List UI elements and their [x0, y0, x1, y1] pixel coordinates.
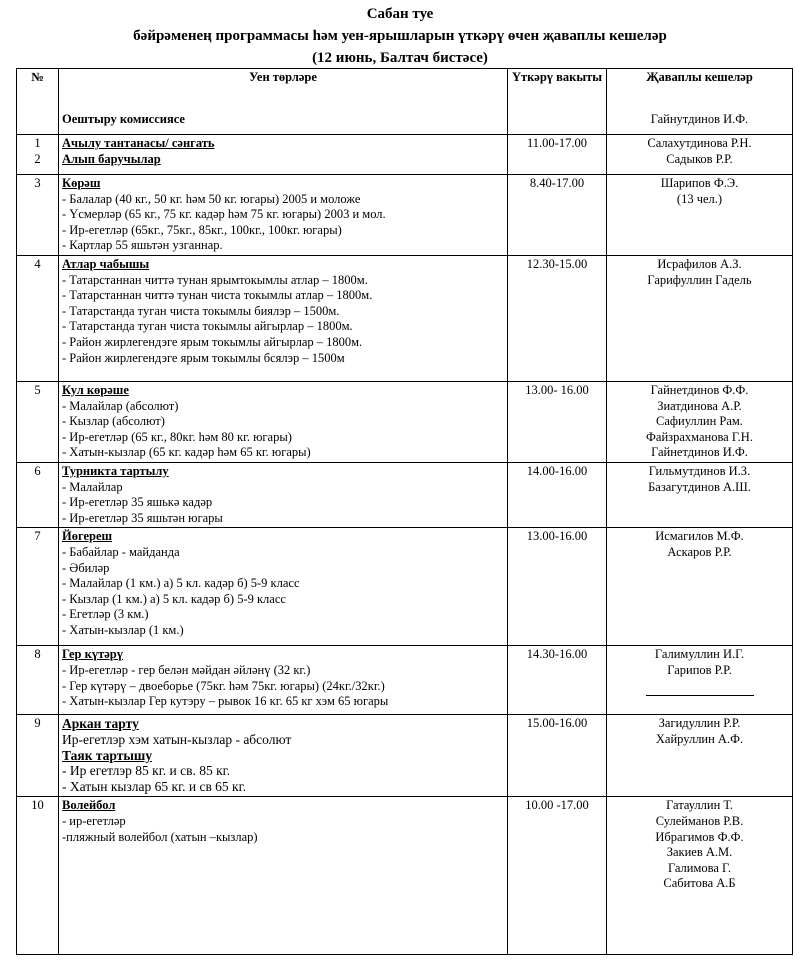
row-num: 6: [17, 462, 59, 527]
event-title: Йөгереш: [62, 529, 113, 544]
person-name: Гайнетдинов Ф.Ф.: [650, 382, 749, 397]
event-item: - Үсмерләр (65 кг., 75 кг. кадәр һәм 75 кг. югары) 2003 и мол.: [62, 207, 386, 222]
row-time: 11.00-17.00: [508, 135, 607, 175]
row-persons-cell: [607, 175, 793, 256]
person-name: Галимова Г.: [667, 860, 731, 875]
row-event-cell: [59, 462, 508, 527]
row-time: 14.30-16.00: [508, 646, 607, 715]
event-item: - ир-егетләр: [62, 813, 126, 828]
row-num: 5: [17, 381, 59, 462]
table-header-row: [17, 69, 793, 135]
table-row: [17, 528, 793, 646]
person-name: Аскаров Р.Р.: [667, 544, 732, 559]
event-item: - Егетләр (3 км.): [62, 607, 149, 622]
row-event-cell: [59, 797, 508, 955]
header-games: Уен төрләре: [249, 70, 317, 84]
row-num: 10: [17, 797, 59, 955]
row-event-cell: [59, 715, 508, 797]
table-row: [17, 797, 793, 955]
person-name: Галимуллин И.Г.: [654, 647, 745, 662]
event-item: - Бабайлар - майданда: [62, 544, 180, 559]
event-title: Көрәш: [62, 176, 101, 190]
row-event-cell: [59, 175, 508, 256]
document-title: [0, 0, 800, 69]
row-persons-cell: [607, 528, 793, 646]
event-item: - Балалар (40 кг., 50 кг. һәм 50 кг. югары) 2005 и моложе: [62, 191, 361, 206]
person-name: Сабитова А.Б: [663, 876, 736, 891]
person-name: Загидуллин Р.Р.: [658, 716, 741, 731]
row-persons-cell: [607, 135, 793, 175]
event-item: - Малайлар (1 км.) а) 5 кл. кадәр б) 5-9 класс: [62, 576, 300, 591]
row-num: 2: [34, 151, 41, 166]
header-num: №: [17, 69, 59, 135]
person-name: Файзрахманова Г.Н.: [646, 429, 753, 444]
event-item: - Ир-егетләр 35 яшькә кадәр: [62, 495, 213, 510]
title-line-3: (12 июнь, Балтач бистәсе): [312, 50, 488, 66]
event-item: - Кызлар (абсолют): [62, 414, 165, 429]
row-time: 15.00-16.00: [508, 715, 607, 797]
event-item: Ир-егетлэр хэм хатын-кызлар - абсолют: [62, 731, 292, 747]
person-name: Сулейманов Р.В.: [655, 813, 744, 828]
person-name: Гильмутдинов И.З.: [648, 463, 751, 478]
event-item: - Татарстаннан читтә тунан чиста токымлы атлар – 1800м.: [62, 288, 373, 303]
person-name: Шарипов Ф.Э.: [660, 176, 739, 190]
person-name: Хайруллин А.Ф.: [655, 731, 744, 746]
table-row: [17, 175, 793, 256]
header-time: Үткәрү вакыты: [508, 69, 607, 135]
event-item: - Ир егетлэр 85 кг. и св. 85 кг.: [62, 763, 231, 779]
event-title: Волейбол: [62, 798, 116, 813]
event-item: - Кызлар (1 км.) а) 5 кл. кадәр б) 5-9 класс: [62, 591, 286, 606]
row-time: 13.00-16.00: [508, 528, 607, 646]
event-item: - Малайлар (абсолют): [62, 398, 179, 413]
row-persons-cell: [607, 797, 793, 955]
row-num: 8: [17, 646, 59, 715]
row-persons-cell: [607, 646, 793, 715]
event-item: - Хатын-кызлар (1 км.): [62, 622, 184, 637]
event-item: - Хатын-кызлар Гер кутэру – рывок 16 кг. 65 кг хэм 65 югары: [62, 694, 389, 709]
row-event-cell: [59, 381, 508, 462]
event-item: - Ир-егетләр (65 кг., 80кг. һәм 80 кг. югары): [62, 429, 292, 444]
person-name: Гатауллин Т.: [666, 798, 733, 813]
committee-label: Оештыру комиссиясе: [62, 112, 185, 126]
event-item: - Татарстаннан читтә тунан ярымтокымлы атлар – 1800м.: [62, 272, 368, 287]
row-num: 7: [17, 528, 59, 646]
row-time: 12.30-15.00: [508, 255, 607, 381]
row-time: 13.00- 16.00: [508, 381, 607, 462]
row-num: 1: [34, 136, 41, 150]
event-item: -пляжный волейбол (хатын –кызлар): [62, 829, 258, 844]
person-name: Гайнетдинов И.Ф.: [651, 445, 748, 460]
person-name: Гарипов Р.Р.: [667, 662, 732, 677]
event-item: - Ир-егетләр (65кг., 75кг., 85кг., 100кг., 100кг. югары): [62, 222, 342, 237]
table-row: [17, 462, 793, 527]
row-time: 8.40-17.00: [508, 175, 607, 256]
row-event-cell: [59, 646, 508, 715]
person-name: (13 чел.): [676, 191, 723, 206]
event-item: - Татарстанда туган чиста токымлы айгырлар – 1800м.: [62, 319, 353, 334]
table-row: [17, 381, 793, 462]
row-persons-cell: [607, 715, 793, 797]
event-item: - Хатын-кызлар (65 кг. кадәр һәм 65 кг. югары): [62, 445, 311, 460]
title-line-1: Сабан туе: [366, 6, 434, 22]
table-row: [17, 255, 793, 381]
event-item: - Гер күтәрү – двоеборье (75кг. һәм 75кг. югары) (24кг./32кг.): [62, 678, 385, 693]
header-responsible-cell: [607, 69, 793, 135]
person-name: Садыков Р.Р.: [666, 151, 733, 166]
row-num-cell: [17, 135, 59, 175]
header-games-cell: [59, 69, 508, 135]
event-item: - Хатын кызлар 65 кг. и св 65 кг.: [62, 778, 247, 794]
event-item: - Ир-егетләр - гер белән мәйдан әйләнү (32 кг.): [62, 662, 311, 677]
person-name: Гарифуллин Гадель: [647, 272, 752, 287]
person-name: Ибрагимов Ф.Ф.: [655, 829, 744, 844]
event-item: - Татарстанда туган чиста токымлы биялэр – 1500м.: [62, 303, 340, 318]
committee-person: Гайнутдинов И.Ф.: [650, 112, 749, 126]
event-title: Кул көрәше: [62, 382, 129, 397]
row-persons-cell: [607, 462, 793, 527]
table-row: [17, 646, 793, 715]
person-name: Закиев А.М.: [666, 845, 733, 860]
row-num: 9: [17, 715, 59, 797]
table-row: [17, 135, 793, 175]
table-row: [17, 715, 793, 797]
person-name: Салахутдинова Р.Н.: [647, 136, 752, 150]
row-num: 4: [17, 255, 59, 381]
person-name: Базагутдинов А.Ш.: [648, 479, 751, 494]
person-name: Сафиуллин Рам.: [656, 414, 743, 429]
event-title: Атлар чабышы: [62, 256, 150, 271]
event-item: - Район жирлегендэге ярым токымлы бсялэр – 1500м: [62, 350, 345, 365]
event-title: Турникта тартылу: [62, 463, 169, 478]
event-item: - Малайлар: [62, 479, 123, 494]
program-table: [16, 68, 793, 955]
row-persons-cell: [607, 255, 793, 381]
event-item: - Картлар 55 яшьтән узганнар.: [62, 238, 223, 253]
event-title: Ачылу тантанасы/ сәнгать: [62, 136, 215, 150]
row-event-cell: [59, 135, 508, 175]
event-item: - Әбиләр: [62, 560, 110, 575]
row-event-cell: [59, 255, 508, 381]
event-item: - Ир-егетләр 35 яшьтән югары: [62, 510, 223, 525]
row-num: 3: [17, 175, 59, 256]
person-name: Исрафилов А.З.: [657, 256, 742, 271]
event-item: - Район жирлегендэге ярым токымлы айгырлар – 1800м.: [62, 334, 363, 349]
title-line-2: бәйрәменең программасы һәм уен-ярышларын үткәрү өчен җаваплы кешеләр: [133, 28, 667, 44]
event-title: Алып баручылар: [62, 151, 161, 166]
header-responsible: Җаваплы кешеләр: [646, 70, 753, 84]
row-time: 14.00-16.00: [508, 462, 607, 527]
signature-line: [610, 685, 789, 701]
row-time: 10.00 -17.00: [508, 797, 607, 955]
event-title: Аркан тарту: [62, 716, 139, 732]
event-title: Гер күтәрү: [62, 647, 123, 662]
person-name: Исмагилов М.Ф.: [655, 529, 744, 544]
event-title: Таяк тартышу: [62, 747, 153, 763]
row-persons-cell: [607, 381, 793, 462]
person-name: Зиатдинова А.Р.: [657, 398, 742, 413]
row-event-cell: [59, 528, 508, 646]
